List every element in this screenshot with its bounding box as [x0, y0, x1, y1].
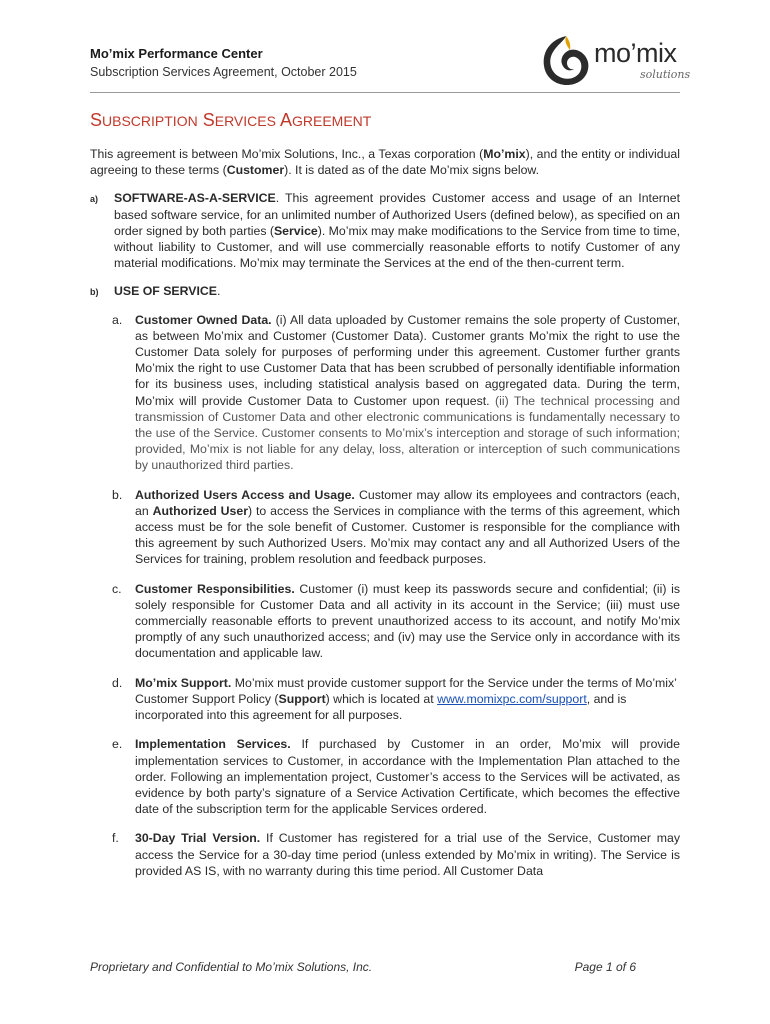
- item-heading: Implementation Services.: [135, 737, 291, 752]
- section-b: b) USE OF SERVICE.: [90, 283, 680, 299]
- title-word-2: ERVICES: [214, 113, 276, 129]
- title-initial-1: S: [90, 110, 103, 130]
- item-heading: Customer Responsibilities.: [135, 581, 295, 596]
- list-item: f. 30-Day Trial Version. If Customer has registered for a trial use of the Service, Customer may access the Service for a 30-day time period (unless extended by Mo’mix in writing). The Service is provided AS IS, with no warranty during this time period. All Customer Data: [112, 831, 681, 878]
- document-body: [90, 146, 680, 892]
- item-heading: Mo’mix Support.: [135, 675, 232, 690]
- header-company: Mo’mix Performance Center: [90, 46, 263, 61]
- logo-tagline: solutions: [640, 68, 691, 81]
- intro-paragraph: This agreement is between Mo’mix Solutions, Inc., a Texas corporation (Mo’mix), and the entity or individual agreeing to these terms (Customer). It is dated as of the date Mo’mix signs below.: [90, 147, 680, 178]
- section-heading: SOFTWARE-AS-A-SERVICE: [114, 191, 276, 206]
- title-initial-2: S: [202, 110, 215, 130]
- list-item: a. Customer Owned Data. (i) All data uploaded by Customer remains the sole property of Customer, as between Mo’mix and Customer (Customer Data). Customer grants Mo’mix the right to use the Customer Data solely for purposes of performing under this agreement. Customer further grants Mo’mix the right to use Customer Data that has been scrubbed of personally identifiable information for its business uses, including statistical analysis based on aggregated data. During the term, Mo’mix will provide Customer Data to Customer upon request. (ii) The technical processing and transmission of Customer Data and other electronic communications is fundamentally necessary to the use of the Service. Customer consents to Mo’mix’s interception and storage of such information; provided, Mo’mix is not liable for any delay, loss, alteration or interception of such communications by unauthorized third parties.: [112, 312, 680, 473]
- item-heading: Authorized Users Access and Usage.: [135, 487, 355, 502]
- support-link[interactable]: www.momixpc.com/support: [437, 691, 587, 706]
- footer-confidentiality: Proprietary and Confidential to Mo’mix Solutions, Inc.: [90, 960, 373, 974]
- page-number: Page 1 of 6: [574, 960, 636, 974]
- logo-wordmark: mo’mix: [594, 38, 677, 68]
- title-initial-3: A: [279, 110, 292, 130]
- document-title: [90, 110, 371, 131]
- header-subtitle: Subscription Services Agreement, October 2015: [90, 65, 357, 79]
- section-heading: USE OF SERVICE: [114, 284, 217, 299]
- section-a: a) SOFTWARE-AS-A-SERVICE. This agreement provides Customer access and usage of an Internet based software service, for an unlimited number of Authorized Users (defined below), as specified on an order signed by both parties (Service). Mo’mix may make modifications to the Service from time to time, without liability to Customer, and will use commercially reasonable efforts to notify Customer of any material modifications. Mo’mix may terminate the Services at the end of the then-current term.: [90, 191, 680, 271]
- header-divider: [90, 92, 680, 93]
- momix-logo: [536, 30, 691, 92]
- use-of-service-list: [90, 312, 680, 879]
- momix-logo-mark-icon: [536, 32, 592, 90]
- list-item: c. Customer Responsibilities. Customer (i) must keep its passwords secure and confidential; (ii) is solely responsible for Customer Data and all activity in its account in the Service; (iii) must use commercially reasonable efforts to prevent unauthorized access to its account, and notify Mo’mix promptly of any such unauthorized access; and (iv) may use the Service only in accordance with its documentation and applicable law.: [112, 581, 681, 661]
- item-heading: 30-Day Trial Version.: [135, 831, 261, 846]
- list-item: e. Implementation Services. If purchased by Customer in an order, Mo’mix will provide implementation services to Customer, in accordance with the Implementation Plan attached to the order. Following an implementation project, Customer’s access to the Services will be activated, as evidence by both party’s signature of a Service Activation Certificate, which becomes the effective date of the subscription term for the applicable Services ordered.: [112, 737, 680, 817]
- list-item: b. Authorized Users Access and Usage. Customer may allow its employees and contractors (each, an Authorized User) to access the Services in compliance with the terms of this agreement, which access must be for the sole benefit of Customer. Customer is responsible for the compliance with this agreement by such Authorized Users. Mo’mix may contact any and all Authorized Users of the Services for training, problem resolution and feedback purposes.: [112, 487, 680, 567]
- title-word-3: GREEMENT: [291, 113, 372, 129]
- title-word-1: UBSCRIPTION: [102, 113, 198, 129]
- page-header: [90, 38, 691, 96]
- list-item: d. Mo’mix Support. Mo’mix must provide customer support for the Service under the terms of Mo’mix’ Customer Support Policy (Support) which is located at www.momixpc.com/support, and is incorporated into this agreement for all purposes.: [112, 675, 677, 723]
- item-heading: Customer Owned Data.: [135, 312, 272, 327]
- section-label: a): [90, 194, 99, 205]
- section-label: b): [90, 287, 99, 298]
